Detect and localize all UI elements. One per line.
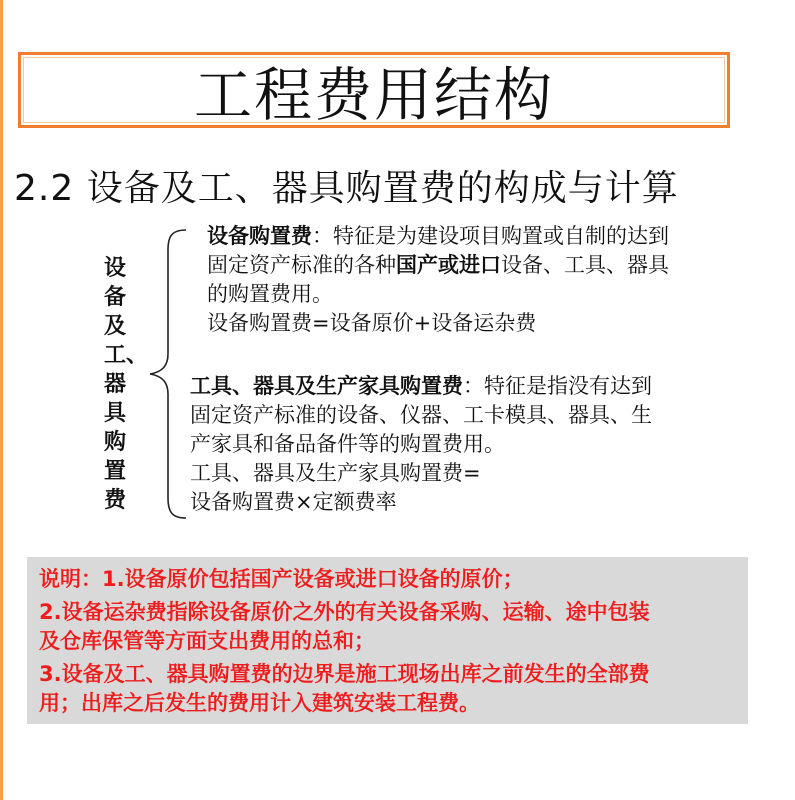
tools-formula-line-1: 工具、器具及生产家具购置费= <box>190 461 481 485</box>
vertical-label-char: 费 <box>104 488 127 513</box>
equipment-term: 设备购置费 <box>207 224 312 248</box>
vertical-label <box>104 254 149 515</box>
tools-line-2: 固定资产标准的设备、仪器、工卡模具、器具、生 <box>190 403 652 427</box>
vertical-label-char: 置 <box>104 459 127 484</box>
equipment-line-1 <box>207 222 669 251</box>
equipment-line-2-post: 设备、工具、器具 <box>501 253 669 277</box>
vertical-label-char: 购 <box>104 430 127 455</box>
slide-left-edge <box>0 0 3 800</box>
equipment-line-2-bold: 国产或进口 <box>396 253 501 277</box>
note-box <box>27 557 748 724</box>
note-line-2: 2.设备运杂费指除设备原价之外的有关设备采购、运输、途中包装 <box>39 600 650 624</box>
note-line-3: 及仓库保管等方面支出费用的总和； <box>39 629 375 653</box>
tools-line-3: 产家具和备品备件等的购置费用。 <box>190 432 505 456</box>
vertical-label-char: 设 <box>104 256 127 281</box>
tools-formula-line-2: 设备购置费×定额费率 <box>190 490 397 514</box>
note-line-1: 说明：1.设备原价包括国产设备或进口设备的原价； <box>39 567 524 591</box>
vertical-label-char: 器 <box>104 372 127 397</box>
equipment-formula: 设备购置费=设备原价+设备运杂费 <box>207 311 537 335</box>
title-box <box>18 52 730 128</box>
tools-line-1 <box>190 372 652 401</box>
equipment-line-1-text: ：特征是为建设项目购置或自制的达到 <box>312 224 669 248</box>
note-line-5: 用；出库之后发生的费用计入建筑安装工程费。 <box>39 691 480 715</box>
vertical-label-char: 具 <box>104 401 127 426</box>
equipment-line-2-pre: 固定资产标准的各种 <box>207 253 396 277</box>
tools-term: 工具、器具及生产家具购置费 <box>190 374 463 398</box>
vertical-label-char: 备 <box>104 285 127 310</box>
curly-brace-icon <box>140 228 190 520</box>
equipment-purchase-block <box>207 222 669 338</box>
tools-line-1-text: ：特征是指没有达到 <box>463 374 652 398</box>
page-title: 工程费用结构 <box>193 61 554 129</box>
vertical-label-char: 工、 <box>104 343 149 368</box>
section-heading: 2.2 设备及工、器具购置费的构成与计算 <box>14 168 679 209</box>
vertical-label-char: 及 <box>104 314 127 339</box>
tools-purchase-block <box>190 372 652 517</box>
note-line-4: 3.设备及工、器具购置费的边界是施工现场出库之前发生的全部费 <box>39 662 650 686</box>
equipment-line-2 <box>207 251 669 280</box>
equipment-line-3: 的购置费用。 <box>207 282 333 306</box>
